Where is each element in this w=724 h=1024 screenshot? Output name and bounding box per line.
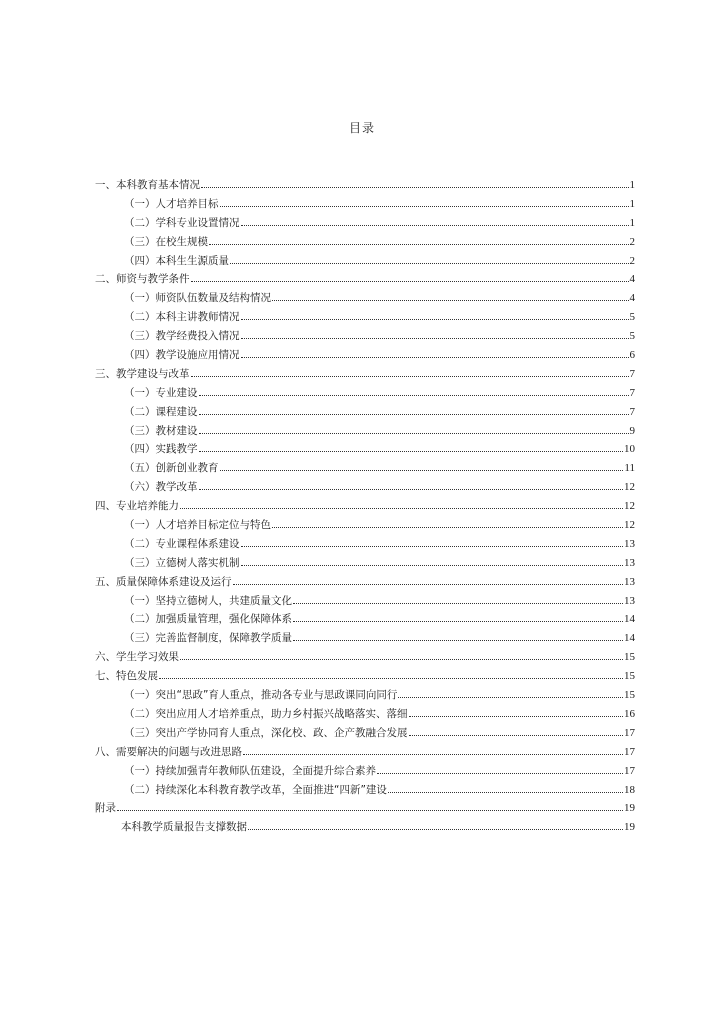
toc-page-number: 7 — [629, 405, 635, 418]
toc-page-number: 14 — [624, 613, 635, 626]
toc-entry-label: （三）立德树人落实机制 — [124, 556, 240, 569]
toc-entry-label: （二）课程建设 — [124, 405, 198, 418]
toc-dot-leader — [293, 620, 623, 622]
toc-entry-label: （三）完善监督制度，保障教学质量 — [124, 632, 292, 645]
toc-dot-leader — [293, 639, 623, 641]
toc-entry-label: （一）师资队伍数量及结构情况 — [124, 292, 271, 305]
toc-dot-leader — [409, 734, 624, 736]
toc-dot-leader — [272, 299, 629, 301]
toc-subsection-entry[interactable] — [95, 516, 635, 535]
toc-dot-leader — [409, 715, 624, 717]
toc-page-number: 13 — [624, 537, 635, 550]
toc-subsection-entry[interactable] — [95, 384, 635, 403]
toc-subsection-entry[interactable] — [95, 554, 635, 573]
toc-subsection-entry[interactable] — [95, 459, 635, 478]
toc-dot-leader — [241, 545, 624, 547]
toc-page-number: 10 — [624, 443, 635, 456]
toc-entry-label: （二）持续深化本科教育教学改革，全面推进“四新”建设 — [124, 783, 387, 796]
toc-entry-label: 七、特色发展 — [95, 670, 158, 683]
toc-subsection-entry[interactable] — [95, 214, 635, 233]
toc-dot-leader — [248, 828, 623, 830]
toc-entry-label: （二）本科主讲教师情况 — [124, 311, 240, 324]
toc-page-number: 12 — [624, 481, 635, 494]
toc-page-number: 12 — [624, 500, 635, 513]
toc-subsection-entry[interactable] — [95, 252, 635, 271]
toc-page-number: 5 — [629, 311, 635, 324]
toc-section-entry[interactable] — [95, 573, 635, 592]
toc-entry-label: （六）教学改革 — [124, 481, 198, 494]
toc-entry-label: （四）实践教学 — [124, 443, 198, 456]
toc-page-number: 6 — [629, 349, 635, 362]
toc-entry-label: （一）持续加强青年教师队伍建设，全面提升综合素养 — [124, 764, 376, 777]
toc-page-number: 18 — [624, 783, 635, 796]
toc-dot-leader — [191, 375, 629, 377]
toc-dot-leader — [233, 583, 624, 585]
toc-entry-label: 本科教学质量报告支撑数据 — [121, 821, 247, 834]
toc-dot-leader — [241, 337, 629, 339]
toc-entry-label: （四）本科生生源质量 — [124, 254, 229, 267]
toc-subsection-entry[interactable] — [95, 440, 635, 459]
toc-page-number: 14 — [624, 632, 635, 645]
toc-page-number: 1 — [629, 216, 635, 229]
toc-subsection-entry[interactable] — [95, 289, 635, 308]
toc-dot-leader — [241, 564, 624, 566]
toc-page-number: 13 — [624, 594, 635, 607]
toc-entry-label: （三）在校生规模 — [124, 235, 208, 248]
toc-dot-leader — [398, 696, 623, 698]
toc-section-entry[interactable] — [95, 365, 635, 384]
toc-entry-label: （一）坚持立德树人，共建质量文化 — [124, 594, 292, 607]
toc-subsection-entry[interactable] — [95, 422, 635, 441]
toc-entry-label: 一、本科教育基本情况 — [95, 179, 200, 191]
toc-entry-label: 二、师资与教学条件 — [95, 273, 190, 286]
toc-page-number: 7 — [629, 386, 635, 399]
toc-dot-leader — [388, 791, 623, 793]
toc-entry-label: （三）教材建设 — [124, 424, 198, 437]
toc-entry-label: 六、学生学习效果 — [95, 651, 179, 664]
toc-page-number: 12 — [624, 519, 635, 532]
toc-page-number: 1 — [629, 179, 635, 191]
toc-dot-leader — [241, 356, 629, 358]
toc-subsection-entry[interactable] — [95, 327, 635, 346]
toc-subsection-entry[interactable] — [95, 818, 635, 837]
toc-page-number: 4 — [629, 273, 635, 286]
table-of-contents — [95, 176, 635, 837]
toc-entry-label: （一）突出“思政”育人重点，推动各专业与思政课同向同行 — [124, 689, 398, 702]
toc-page-number: 17 — [624, 764, 635, 777]
toc-section-entry[interactable] — [95, 648, 635, 667]
toc-section-entry[interactable] — [95, 497, 635, 516]
toc-dot-leader — [180, 507, 623, 509]
toc-page-number: 11 — [624, 462, 635, 475]
toc-dot-leader — [243, 753, 623, 755]
toc-dot-leader — [220, 205, 629, 207]
toc-dot-leader — [199, 450, 624, 452]
toc-dot-leader — [241, 318, 629, 320]
toc-section-entry[interactable] — [95, 270, 635, 289]
toc-section-entry[interactable] — [95, 176, 635, 195]
toc-page-number: 15 — [624, 651, 635, 664]
toc-dot-leader — [293, 602, 623, 604]
toc-entry-label: （三）教学经费投入情况 — [124, 330, 240, 343]
toc-entry-label: 五、质量保障体系建设及运行 — [95, 575, 232, 588]
toc-entry-label: （四）教学设施应用情况 — [124, 349, 240, 362]
toc-dot-leader — [241, 224, 629, 226]
toc-dot-leader — [272, 526, 623, 528]
toc-page-number: 13 — [624, 575, 635, 588]
toc-dot-leader — [117, 809, 623, 811]
toc-page-number: 2 — [629, 254, 635, 267]
toc-subsection-entry[interactable] — [95, 478, 635, 497]
toc-page-number: 15 — [624, 689, 635, 702]
toc-page-number: 4 — [629, 292, 635, 305]
toc-entry-label: （一）人才培养目标 — [124, 197, 219, 210]
toc-page-number: 15 — [624, 670, 635, 683]
toc-entry-label: （五）创新创业教育 — [124, 462, 219, 475]
toc-page-number: 19 — [624, 802, 635, 815]
toc-subsection-entry[interactable] — [95, 195, 635, 214]
toc-entry-label: （二）突出应用人才培养重点，助力乡村振兴战略落实、落细 — [124, 707, 408, 720]
toc-subsection-entry[interactable] — [95, 233, 635, 252]
toc-entry-label: 四、专业培养能力 — [95, 500, 179, 513]
toc-subsection-entry[interactable] — [95, 762, 635, 781]
toc-entry-label: 三、教学建设与改革 — [95, 367, 190, 380]
toc-page-number: 19 — [624, 821, 635, 834]
toc-dot-leader — [199, 394, 629, 396]
toc-entry-label: （一）人才培养目标定位与特色 — [124, 519, 271, 532]
toc-dot-leader — [230, 262, 629, 264]
toc-dot-leader — [377, 772, 623, 774]
toc-dot-leader — [180, 658, 623, 660]
toc-dot-leader — [199, 488, 624, 490]
toc-page-number: 17 — [624, 726, 635, 739]
toc-dot-leader — [220, 469, 624, 471]
toc-subsection-entry[interactable] — [95, 346, 635, 365]
toc-entry-label: 附录 — [95, 802, 116, 815]
toc-entry-label: （二）加强质量管理，强化保障体系 — [124, 613, 292, 626]
toc-subsection-entry[interactable] — [95, 724, 635, 743]
toc-dot-leader — [199, 413, 629, 415]
toc-entry-label: （二）学科专业设置情况 — [124, 216, 240, 229]
toc-entry-label: 八、需要解决的问题与改进思路 — [95, 745, 242, 758]
toc-section-entry[interactable] — [95, 667, 635, 686]
toc-dot-leader — [201, 186, 629, 188]
toc-page-number: 16 — [624, 707, 635, 720]
toc-entry-label: （二）专业课程体系建设 — [124, 537, 240, 550]
toc-subsection-entry[interactable] — [95, 610, 635, 629]
toc-page-number: 17 — [624, 745, 635, 758]
toc-subsection-entry[interactable] — [95, 781, 635, 800]
toc-subsection-entry[interactable] — [95, 629, 635, 648]
toc-entry-label: （三）突出产学协同育人重点，深化校、政、企产教融合发展 — [124, 726, 408, 739]
toc-subsection-entry[interactable] — [95, 686, 635, 705]
toc-page-number: 9 — [629, 424, 635, 437]
toc-subsection-entry[interactable] — [95, 535, 635, 554]
toc-page-number: 1 — [629, 197, 635, 210]
toc-page-number: 5 — [629, 330, 635, 343]
toc-section-entry[interactable] — [95, 743, 635, 762]
page-title: 目录 — [348, 121, 375, 135]
toc-subsection-entry[interactable] — [95, 403, 635, 422]
toc-page-number: 13 — [624, 556, 635, 569]
toc-dot-leader — [199, 432, 629, 434]
toc-subsection-entry[interactable] — [95, 705, 635, 724]
toc-dot-leader — [191, 280, 629, 282]
toc-entry-label: （一）专业建设 — [124, 386, 198, 399]
toc-dot-leader — [159, 677, 623, 679]
toc-subsection-entry[interactable] — [95, 308, 635, 327]
toc-subsection-entry[interactable] — [95, 592, 635, 611]
toc-section-entry[interactable] — [95, 799, 635, 818]
toc-dot-leader — [209, 243, 629, 245]
toc-page-number: 2 — [629, 235, 635, 248]
toc-page-number: 7 — [629, 367, 635, 380]
